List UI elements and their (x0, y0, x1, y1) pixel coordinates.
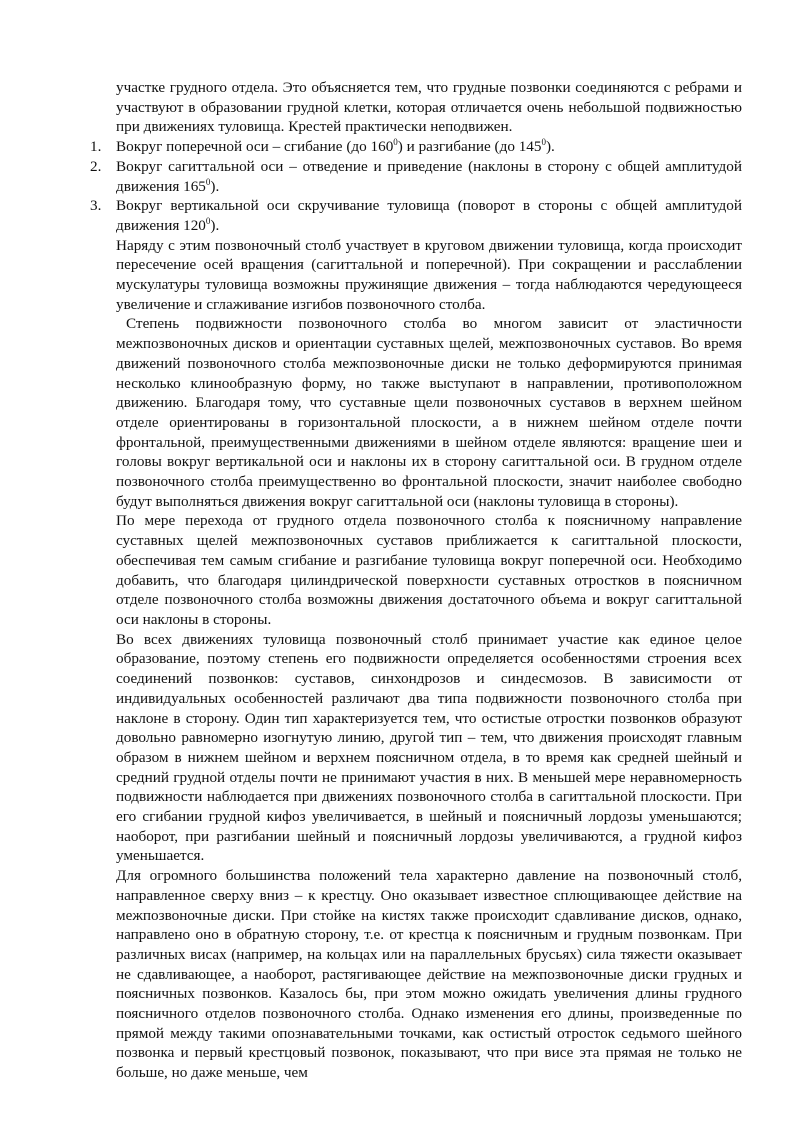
list-item (90, 157, 742, 196)
body-paragraph: Для огромного большинства положений тела характерно давление на позвоночный столб, направленное сверху вниз – к крестцу. Оно оказывает известное сплющивающее действие на межпозвоночные диски. При стойке на кистях также происходит сдавливание дисков, однако, направлено оно в обратную сторону, т.е. от крестца к поясничным и грудным позвонкам. При различных висах (например, на кольцах или на параллельных брусьях) сила тяжести оказывает не сдавливающее, а наоборот, растягивающее действие на межпозвоночные диски грудных и поясничных позвонков. Казалось бы, при этом можно ожидать увеличения длины грудного поясничного отделов позвоночного столба. Однако изменения его длины, произведенные по прямой между такими опознавательными точками, как остистый отросток седьмого шейного позвонка и первый крестцовый позвонок, показывают, что при висе эта прямая не только не больше, но даже меньше, чем (116, 867, 742, 1082)
degree-superscript: 0 (393, 137, 398, 148)
list-item-number: 3. (90, 197, 102, 215)
list-item (90, 196, 742, 235)
degree-superscript: 0 (205, 176, 211, 187)
document-page (90, 78, 742, 1083)
body-paragraph: Наряду с этим позвоночный столб участвует в круговом движении туловища, когда происходит пересечение осей вращения (сагиттальной и поперечной). При сокращении и расслаблении мускулатуры туловища возможны пружинящие движения – тогда наблюдаются чередующееся увеличение и сглаживание изгибов позвоночного столба. (116, 236, 742, 313)
list-item-text: ) и разгибание (до 145 (397, 138, 542, 156)
list-item-text: ). (210, 216, 220, 234)
movement-axes-list (90, 137, 742, 236)
list-item-text: Вокруг вертикальной оси скручивание туловища (поворот в стороны с общей амплитудой движения 120 (116, 197, 742, 234)
list-item-text: Вокруг поперечной оси – сгибание (до 160 (116, 138, 394, 156)
list-item-text: Вокруг сагиттальной оси – отведение и приведение (наклоны в сторону с общей амплитудой движения 165 (116, 157, 742, 195)
body-paragraph: По мере перехода от грудного отдела позвоночного столба к поясничному направление суставных щелей межпозвоночных суставов приближается к сагиттальной плоскости, обеспечивая тем самым сгибание и разгибание туловища вокруг поперечной оси. Необходимо добавить, что благодаря цилиндрической поверхности суставных отростков в поясничном отделе позвоночного столба возможны движения достаточного объема и вокруг сагиттальной оси наклоны в стороны. (116, 512, 742, 628)
list-item-text: ). (210, 177, 220, 195)
list-item-number: 2. (90, 157, 102, 175)
body-paragraph: Степень подвижности позвоночного столба во многом зависит от эластичности межпозвоночных дисков и ориентации суставных щелей, межпозвоночных суставов. Во время движений позвоночного столба межпозвоночные диски не только деформируются принимая несколько клинообразную форму, но также выступают в направлении, противоположном движению. Благодаря тому, что суставные щели позвоночных суставов в верхнем шейном отделе ориентированы в горизонтальной плоскости, а в нижнем шейном отделе почти фронтальной, преимущественными движениями в шейном отделе являются: вращение шеи и головы вокруг вертикальной оси и наклоны их в сторону сагиттальной оси. В грудном отделе позвоночного столба преимущественно во фронтальной плоскости, значит наиболее свободно будут выполняться движения вокруг сагиттальной оси (наклоны туловища в стороны). (116, 315, 742, 510)
body-paragraph: Во всех движениях туловища позвоночный столб принимает участие как единое целое образование, поэтому степень его подвижности определяется особенностями строения всех соединений позвонков: суставов, синхондрозов и синдесмозов. В зависимости от индивидуальных особенностей различают два типа подвижности позвоночного столба при наклоне в сторону. Один тип характеризуется тем, что остистые отростки позвонков образуют довольно равномерно изогнутую линию, другой тип – тем, что движения происходят главным образом в нижнем шейном и верхнем поясничном отдела, в то время как средней шейный и средний грудной отделы почти не принимают участия в них. В меньшей мере неравномерность подвижности наблюдается при движениях позвоночного столба в сагиттальной плоскости. При его сгибании грудной кифоз увеличивается, в шейный и поясничный лордозы уменьшаются; наоборот, при разгибании шейный и поясничный лордозы увеличиваются, а грудной кифоз уменьшается. (116, 630, 742, 865)
list-item-number: 1. (90, 138, 102, 156)
list-item-text: ). (546, 138, 555, 156)
degree-superscript: 0 (541, 137, 546, 148)
list-item (90, 137, 742, 157)
intro-paragraph: участке грудного отдела. Это объясняется тем, что грудные позвонки соединяются с ребрами и участвуют в образовании грудной клетки, которая отличается очень небольшой подвижностью при движениях туловища. Крестей практически неподвижен. (116, 79, 742, 136)
degree-superscript: 0 (205, 215, 211, 226)
